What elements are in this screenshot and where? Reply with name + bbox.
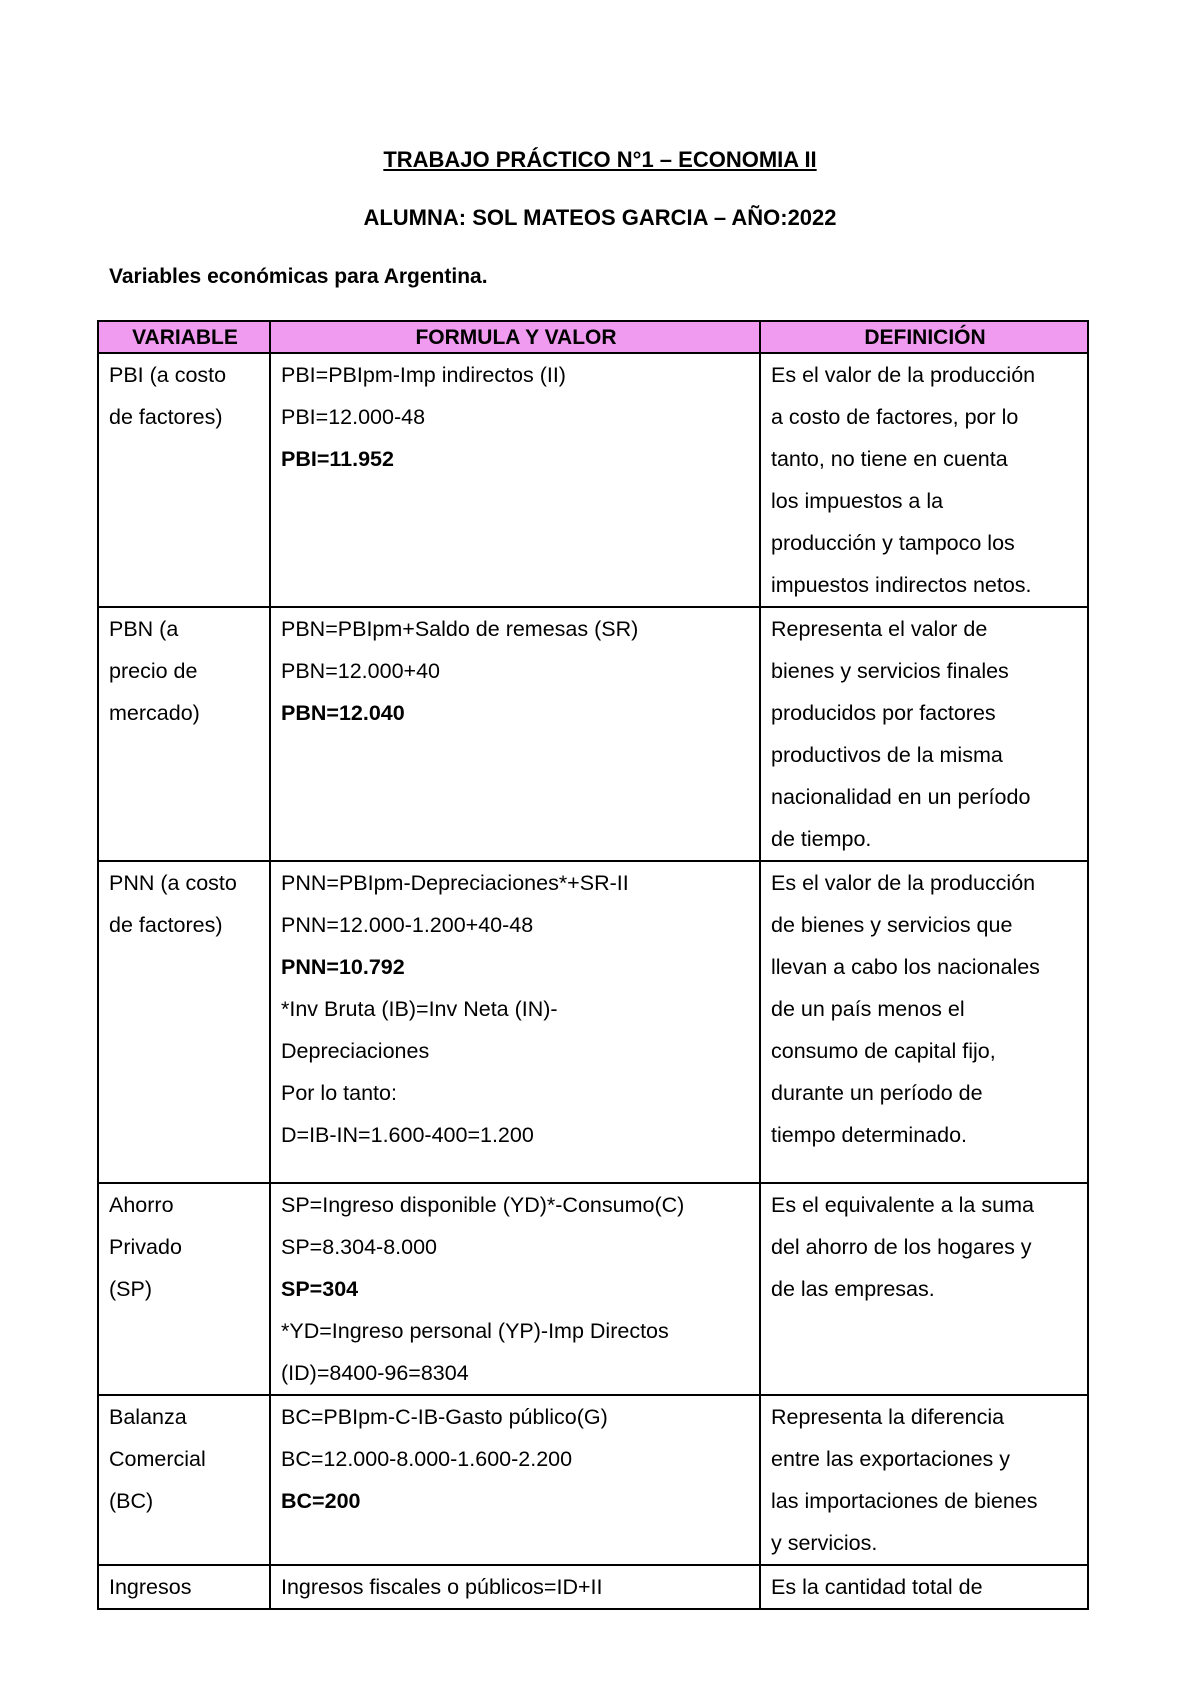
formula-note: *YD=Ingreso personal (YP)-Imp Directos (281, 1319, 669, 1343)
definition-line: y servicios. (771, 1531, 878, 1555)
definition-line: las importaciones de bienes (771, 1489, 1038, 1513)
definition-line: durante un período de (771, 1081, 983, 1105)
formula-result: SP=304 (281, 1277, 359, 1301)
table-row (98, 607, 1088, 861)
formula-line: BC=12.000-8.000-1.600-2.200 (281, 1447, 573, 1471)
formula-cell (270, 861, 760, 1183)
definition-line: Representa la diferencia (771, 1405, 1005, 1429)
variable-cell (98, 861, 270, 1183)
variable-line: Ingresos (109, 1575, 192, 1599)
definition-line: Es la cantidad total de (771, 1575, 983, 1599)
definition-line: entre las exportaciones y (771, 1447, 1011, 1471)
header-definition: DEFINICIÓN (760, 321, 1088, 353)
formula-result: BC=200 (281, 1489, 361, 1513)
definition-line: de un país menos el (771, 997, 965, 1021)
student-line: ALUMNA: SOL MATEOS GARCIA – AÑO:2022 (363, 205, 837, 230)
definition-cell (760, 607, 1088, 861)
variable-line: PBN (a (109, 617, 179, 641)
variable-line: Balanza (109, 1405, 187, 1429)
header-formula: FORMULA Y VALOR (270, 321, 760, 353)
definition-line: de bienes y servicios que (771, 913, 1013, 937)
table-row (98, 861, 1088, 1183)
formula-line: PBI=PBIpm-Imp indirectos (II) (281, 363, 566, 387)
formula-cell (270, 1565, 760, 1609)
formula-result: PBI=11.952 (281, 447, 394, 471)
formula-line: BC=PBIpm-C-IB-Gasto público(G) (281, 1405, 608, 1429)
formula-cell (270, 353, 760, 607)
variable-cell (98, 1183, 270, 1395)
formula-result: PBN=12.040 (281, 701, 405, 725)
definition-line: Representa el valor de (771, 617, 988, 641)
definition-line: llevan a cabo los nacionales (771, 955, 1040, 979)
definition-cell (760, 861, 1088, 1183)
variable-line: PNN (a costo (109, 871, 237, 895)
document-title: TRABAJO PRÁCTICO N°1 – ECONOMIA II (383, 147, 817, 172)
definition-line: nacionalidad en un período (771, 785, 1031, 809)
definition-line: producción y tampoco los (771, 531, 1015, 555)
formula-cell (270, 1395, 760, 1565)
definition-line: Es el valor de la producción (771, 871, 1036, 895)
formula-note: D=IB-IN=1.600-400=1.200 (281, 1123, 534, 1147)
definition-line: consumo de capital fijo, (771, 1039, 996, 1063)
formula-note: Depreciaciones (281, 1039, 430, 1063)
formula-line: PBN=PBIpm+Saldo de remesas (SR) (281, 617, 639, 641)
definition-line: productivos de la misma (771, 743, 1003, 767)
definition-line: producidos por factores (771, 701, 996, 725)
formula-line: PNN=12.000-1.200+40-48 (281, 913, 534, 937)
table-row (98, 1183, 1088, 1395)
variable-line: Ahorro (109, 1193, 174, 1217)
variable-line: de factores) (109, 913, 223, 937)
definition-line: del ahorro de los hogares y (771, 1235, 1032, 1259)
formula-cell (270, 1183, 760, 1395)
formula-line: Ingresos fiscales o públicos=ID+II (281, 1575, 603, 1599)
variable-line: Privado (109, 1235, 182, 1259)
variable-line: (BC) (109, 1489, 154, 1513)
definition-cell (760, 1565, 1088, 1609)
variable-cell (98, 353, 270, 607)
definition-line: de tiempo. (771, 827, 872, 851)
definition-line: los impuestos a la (771, 489, 944, 513)
header-variable: VARIABLE (98, 321, 270, 353)
definition-line: Es el equivalente a la suma (771, 1193, 1034, 1217)
variable-cell (98, 607, 270, 861)
formula-line: PBI=12.000-48 (281, 405, 426, 429)
formula-cell (270, 607, 760, 861)
formula-line: SP=8.304-8.000 (281, 1235, 438, 1259)
definition-line: a costo de factores, por lo (771, 405, 1019, 429)
variable-line: mercado) (109, 701, 200, 725)
variable-line: precio de (109, 659, 198, 683)
definition-cell (760, 353, 1088, 607)
formula-note: (ID)=8400-96=8304 (281, 1361, 469, 1385)
variable-cell (98, 1395, 270, 1565)
variable-cell (98, 1565, 270, 1609)
definition-cell (760, 1183, 1088, 1395)
variable-line: Comercial (109, 1447, 206, 1471)
definition-line: Es el valor de la producción (771, 363, 1036, 387)
definition-line: de las empresas. (771, 1277, 935, 1301)
table-row (98, 1565, 1088, 1609)
definition-cell (760, 1395, 1088, 1565)
formula-line: PBN=12.000+40 (281, 659, 440, 683)
variable-line: (SP) (109, 1277, 152, 1301)
variable-line: de factores) (109, 405, 223, 429)
definition-line: tanto, no tiene en cuenta (771, 447, 1008, 471)
table-row (98, 1395, 1088, 1565)
formula-result: PNN=10.792 (281, 955, 405, 979)
formula-note: Por lo tanto: (281, 1081, 397, 1105)
variable-line: PBI (a costo (109, 363, 227, 387)
formula-note: *Inv Bruta (IB)=Inv Neta (IN)- (281, 997, 558, 1021)
table-header-row (98, 321, 1088, 353)
economic-variables-table (97, 320, 1089, 1610)
table-row (98, 353, 1088, 607)
formula-line: SP=Ingreso disponible (YD)*-Consumo(C) (281, 1193, 685, 1217)
document-subtitle: Variables económicas para Argentina. (109, 265, 488, 288)
definition-line: tiempo determinado. (771, 1123, 967, 1147)
formula-line: PNN=PBIpm-Depreciaciones*+SR-II (281, 871, 629, 895)
definition-line: impuestos indirectos netos. (771, 573, 1032, 597)
definition-line: bienes y servicios finales (771, 659, 1009, 683)
